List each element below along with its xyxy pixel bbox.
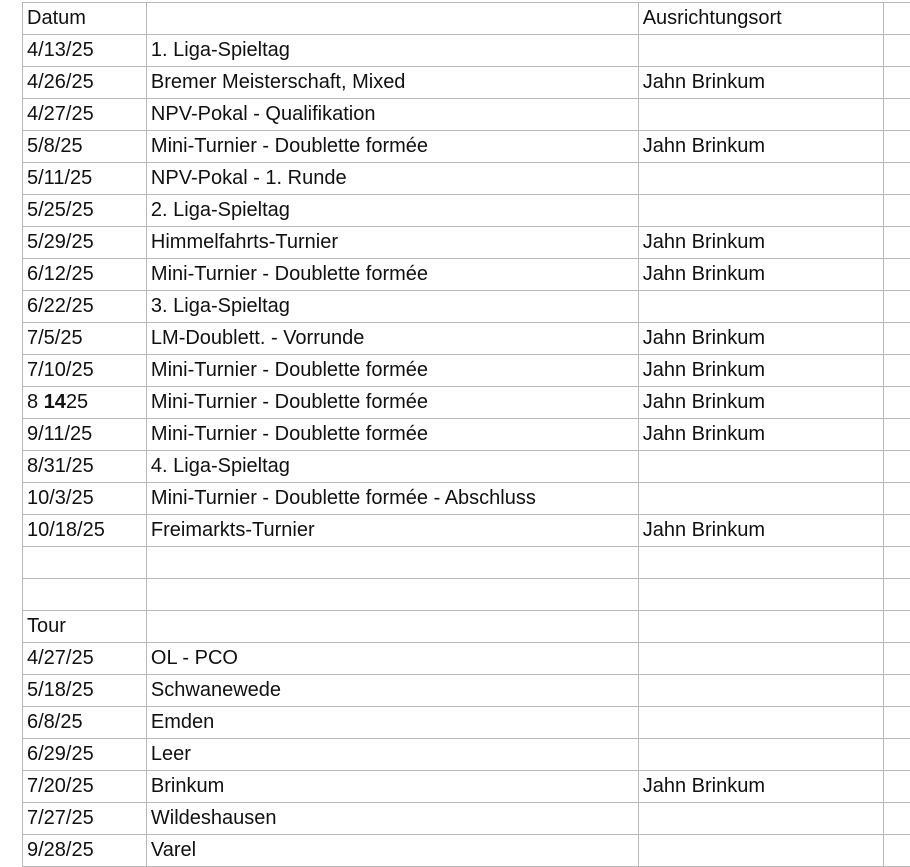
- date-cell[interactable]: 9/11/25: [23, 419, 147, 451]
- venue-cell[interactable]: Jahn Brinkum: [638, 419, 883, 451]
- date-cell[interactable]: 7/10/25: [23, 355, 147, 387]
- event-cell[interactable]: Mini-Turnier - Doublette formée: [146, 355, 638, 387]
- table-row: [23, 259, 910, 291]
- date-cell[interactable]: 6/12/25: [23, 259, 147, 291]
- empty-cell[interactable]: [883, 579, 910, 611]
- date-cell[interactable]: 5/25/25: [23, 195, 147, 227]
- date-cell[interactable]: 10/18/25: [23, 515, 147, 547]
- date-cell[interactable]: 4/27/25: [23, 643, 147, 675]
- header-cell-event[interactable]: [146, 3, 638, 35]
- event-cell[interactable]: Wildeshausen: [146, 803, 638, 835]
- date-cell[interactable]: 8/31/25: [23, 451, 147, 483]
- table-row: [23, 483, 910, 515]
- date-cell[interactable]: 10/3/25: [23, 483, 147, 515]
- date-cell[interactable]: 9/28/25: [23, 835, 147, 867]
- venue-cell[interactable]: Jahn Brinkum: [638, 67, 883, 99]
- date-part: 25: [66, 391, 88, 413]
- table-row: [23, 419, 910, 451]
- empty-cell[interactable]: [883, 131, 910, 163]
- empty-cell[interactable]: [883, 291, 910, 323]
- date-cell[interactable]: 5/11/25: [23, 163, 147, 195]
- venue-cell[interactable]: [638, 451, 883, 483]
- tour-header-row: [23, 611, 910, 643]
- empty-cell[interactable]: [883, 803, 910, 835]
- empty-cell[interactable]: [146, 579, 638, 611]
- event-cell[interactable]: NPV-Pokal - 1. Runde: [146, 163, 638, 195]
- empty-cell[interactable]: [883, 387, 910, 419]
- empty-cell[interactable]: [146, 611, 638, 643]
- venue-cell[interactable]: [638, 35, 883, 67]
- date-cell[interactable]: 6/29/25: [23, 739, 147, 771]
- header-cell-extra[interactable]: [883, 3, 910, 35]
- venue-cell[interactable]: Jahn Brinkum: [638, 323, 883, 355]
- date-cell[interactable]: 4/26/25: [23, 67, 147, 99]
- empty-cell[interactable]: [883, 67, 910, 99]
- empty-cell[interactable]: [638, 547, 883, 579]
- table-row: [23, 355, 910, 387]
- event-cell[interactable]: Leer: [146, 739, 638, 771]
- venue-cell[interactable]: [638, 835, 883, 867]
- tour-row: [23, 707, 910, 739]
- event-cell[interactable]: LM-Doublett. - Vorrunde: [146, 323, 638, 355]
- venue-cell[interactable]: Jahn Brinkum: [638, 259, 883, 291]
- date-cell[interactable]: 5/18/25: [23, 675, 147, 707]
- event-cell[interactable]: Mini-Turnier - Doublette formée - Abschluss: [146, 483, 638, 515]
- empty-cell[interactable]: [883, 547, 910, 579]
- empty-cell[interactable]: [146, 547, 638, 579]
- event-cell[interactable]: Freimarkts-Turnier: [146, 515, 638, 547]
- empty-cell[interactable]: [883, 707, 910, 739]
- table-row: [23, 35, 910, 67]
- empty-cell[interactable]: [883, 195, 910, 227]
- venue-cell[interactable]: Jahn Brinkum: [638, 515, 883, 547]
- table-row: [23, 131, 910, 163]
- empty-cell[interactable]: [883, 259, 910, 291]
- date-cell[interactable]: 4/13/25: [23, 35, 147, 67]
- empty-cell[interactable]: [883, 419, 910, 451]
- empty-row: [23, 547, 910, 579]
- tour-row: [23, 771, 910, 803]
- tour-row: [23, 835, 910, 867]
- date-part-bold: 14: [44, 391, 66, 413]
- venue-cell[interactable]: [638, 195, 883, 227]
- event-cell[interactable]: 3. Liga-Spieltag: [146, 291, 638, 323]
- venue-cell[interactable]: Jahn Brinkum: [638, 227, 883, 259]
- empty-cell[interactable]: [638, 611, 883, 643]
- empty-cell[interactable]: [883, 675, 910, 707]
- event-cell[interactable]: Emden: [146, 707, 638, 739]
- venue-cell[interactable]: Jahn Brinkum: [638, 131, 883, 163]
- venue-cell[interactable]: [638, 99, 883, 131]
- event-cell[interactable]: Brinkum: [146, 771, 638, 803]
- event-cell[interactable]: 4. Liga-Spieltag: [146, 451, 638, 483]
- venue-cell[interactable]: [638, 291, 883, 323]
- venue-cell[interactable]: [638, 675, 883, 707]
- table-row: [23, 67, 910, 99]
- date-cell[interactable]: 4/27/25: [23, 99, 147, 131]
- empty-cell[interactable]: [883, 163, 910, 195]
- venue-cell[interactable]: [638, 803, 883, 835]
- header-cell-venue[interactable]: Ausrichtungsort: [638, 3, 883, 35]
- date-cell[interactable]: 7/27/25: [23, 803, 147, 835]
- date-cell[interactable]: 6/8/25: [23, 707, 147, 739]
- date-cell[interactable]: 5/8/25: [23, 131, 147, 163]
- table-row: [23, 99, 910, 131]
- tour-header-cell[interactable]: Tour: [23, 611, 147, 643]
- empty-cell[interactable]: [883, 483, 910, 515]
- empty-cell[interactable]: [883, 451, 910, 483]
- event-cell[interactable]: Mini-Turnier - Doublette formée: [146, 131, 638, 163]
- venue-cell[interactable]: [638, 707, 883, 739]
- event-cell[interactable]: Mini-Turnier - Doublette formée: [146, 387, 638, 419]
- tour-row: [23, 675, 910, 707]
- table-row: [23, 451, 910, 483]
- table-row: [23, 227, 910, 259]
- event-cell[interactable]: Schwanewede: [146, 675, 638, 707]
- header-cell-date[interactable]: Datum: [23, 3, 147, 35]
- venue-cell[interactable]: [638, 739, 883, 771]
- venue-cell[interactable]: Jahn Brinkum: [638, 355, 883, 387]
- date-cell[interactable]: 6/22/25: [23, 291, 147, 323]
- empty-cell[interactable]: [883, 355, 910, 387]
- table-row: [23, 163, 910, 195]
- empty-cell[interactable]: [883, 323, 910, 355]
- empty-cell[interactable]: [883, 35, 910, 67]
- event-cell[interactable]: 2. Liga-Spieltag: [146, 195, 638, 227]
- table-row: [23, 387, 910, 419]
- venue-cell[interactable]: Jahn Brinkum: [638, 771, 883, 803]
- tour-row: [23, 739, 910, 771]
- tour-row: [23, 643, 910, 675]
- event-cell[interactable]: OL - PCO: [146, 643, 638, 675]
- empty-cell[interactable]: [883, 739, 910, 771]
- date-part: 8: [27, 391, 44, 413]
- event-cell[interactable]: Mini-Turnier - Doublette formée: [146, 419, 638, 451]
- venue-cell[interactable]: [638, 483, 883, 515]
- empty-cell[interactable]: [883, 643, 910, 675]
- event-cell[interactable]: NPV-Pokal - Qualifikation: [146, 99, 638, 131]
- event-cell[interactable]: 1. Liga-Spieltag: [146, 35, 638, 67]
- event-cell[interactable]: Mini-Turnier - Doublette formée: [146, 259, 638, 291]
- empty-row: [23, 579, 910, 611]
- header-row: [23, 3, 910, 35]
- event-cell[interactable]: Himmelfahrts-Turnier: [146, 227, 638, 259]
- date-cell[interactable]: 5/29/25: [23, 227, 147, 259]
- tour-row: [23, 803, 910, 835]
- date-cell[interactable]: 7/5/25: [23, 323, 147, 355]
- venue-cell[interactable]: Jahn Brinkum: [638, 387, 883, 419]
- empty-cell[interactable]: [23, 579, 147, 611]
- empty-cell[interactable]: [883, 611, 910, 643]
- event-cell[interactable]: Varel: [146, 835, 638, 867]
- table-row: [23, 323, 910, 355]
- venue-cell[interactable]: [638, 643, 883, 675]
- date-cell[interactable]: 7/20/25: [23, 771, 147, 803]
- empty-cell[interactable]: [883, 99, 910, 131]
- empty-cell[interactable]: [638, 579, 883, 611]
- event-cell[interactable]: Bremer Meisterschaft, Mixed: [146, 67, 638, 99]
- venue-cell[interactable]: [638, 163, 883, 195]
- spreadsheet-table: [22, 2, 910, 867]
- empty-cell[interactable]: [883, 771, 910, 803]
- empty-cell[interactable]: [23, 547, 147, 579]
- table-row: [23, 291, 910, 323]
- table-row: [23, 195, 910, 227]
- empty-cell[interactable]: [883, 227, 910, 259]
- empty-cell[interactable]: [883, 835, 910, 867]
- empty-cell[interactable]: [883, 515, 910, 547]
- table-row: [23, 515, 910, 547]
- date-cell[interactable]: [23, 387, 147, 419]
